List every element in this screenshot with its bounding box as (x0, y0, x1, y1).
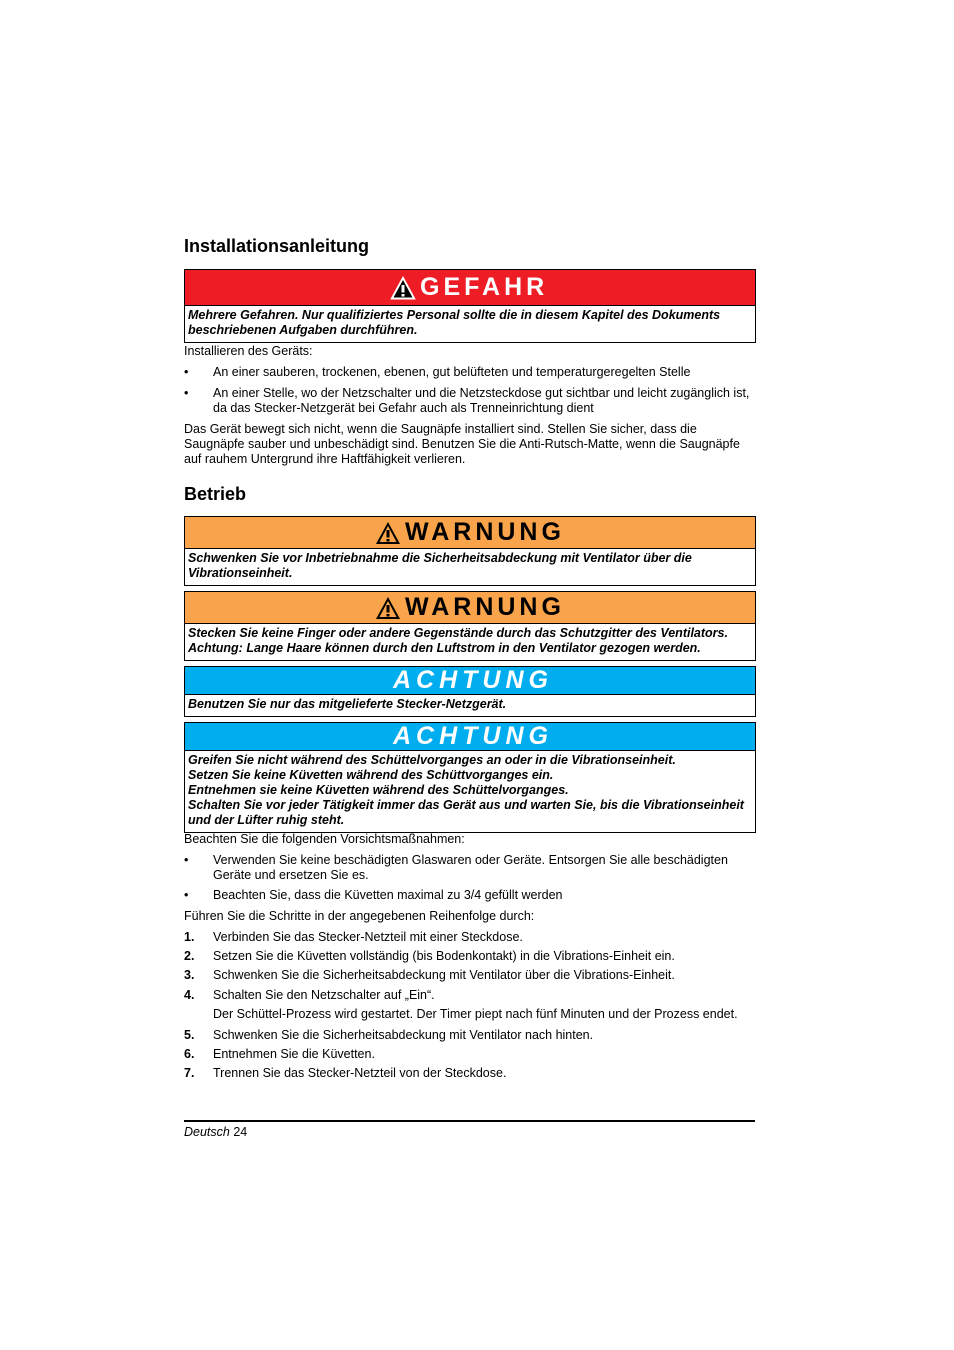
warning-triangle-icon (375, 521, 401, 545)
bullet-marker: • (184, 386, 189, 400)
page-footer (184, 1125, 247, 1139)
caution-label: ACHTUNG (393, 666, 553, 694)
caution-text: Greifen Sie nicht während des Schüttelvorganges an oder in die Vibrationseinheit. Setzen Sie keine Küvetten während des Schüttvorganges ein. Entnehmen sie keine Küvetten während des Schüttelvorganges. Schalten Sie vor jeder Tätigkeit immer das Gerät aus und warten Sie, bis die Vibrationseinheit und der Lüfter ruhig steht. (188, 753, 744, 827)
warning-triangle-icon (375, 596, 401, 620)
list-item: 2. Setzen Sie die Küvetten vollständig (bis Bodenkontakt) in die Vibrations-Einheit ein. (184, 949, 675, 963)
danger-header (185, 270, 755, 306)
caution-text: Benutzen Sie nur das mitgelieferte Stecker-Netzgerät. (188, 697, 507, 711)
section-heading-installation: Installationsanleitung (184, 236, 370, 256)
list-item: • An einer sauberen, trockenen, ebenen, gut belüfteten und temperaturgeregelten Stelle (184, 365, 691, 379)
danger-label: GEFAHR (420, 273, 549, 301)
install-note: Das Gerät bewegt sich nicht, wenn die Saugnäpfe installiert sind. Stellen Sie sicher, dass die Saugnäpfe sauber und unbeschädigt sind. Benutzen Sie die Anti-Rutsch-Matte, wenn die Saugnäpfe auf rauhem Untergrund ihre Haftfähigkeit verlieren. (184, 422, 740, 466)
list-item: 1. Verbinden Sie das Stecker-Netzteil mit einer Steckdose. (184, 930, 523, 944)
warning-text: Schwenken Sie vor Inbetriebnahme die Sicherheitsabdeckung mit Ventilator über die Vibrationseinheit. (188, 551, 692, 580)
section-heading-operation: Betrieb (184, 484, 247, 504)
steps-intro: Führen Sie die Schritte in der angegebenen Reihenfolge durch: (184, 909, 535, 923)
list-item: • An einer Stelle, wo der Netzschalter und die Netzsteckdose gut sichtbar und leicht zugänglich ist, da das Stecker-Netzgerät bei Gefahr auch als Trenneinrichtung dient (184, 386, 750, 415)
list-item: 5. Schwenken Sie die Sicherheitsabdeckung mit Ventilator nach hinten. (184, 1028, 594, 1042)
list-item: • Verwenden Sie keine beschädigten Glaswaren oder Geräte. Entsorgen Sie alle beschädigten Geräte und ersetzen Sie es. (184, 853, 728, 882)
warning-label: WARNUNG (405, 593, 565, 621)
bullet-marker: • (184, 853, 189, 867)
warning-text: Stecken Sie keine Finger oder andere Gegenstände durch das Schutzgitter des Ventilators. Achtung: Lange Haare können durch den Luftstrom in den Ventilator gezogen werden. (188, 626, 728, 655)
bullet-marker: • (184, 888, 189, 902)
step-note: Der Schüttel-Prozess wird gestartet. Der Timer piept nach fünf Minuten und der Prozess endet. (213, 1007, 738, 1021)
footer-divider (184, 1120, 755, 1122)
precautions-intro: Beachten Sie die folgenden Vorsichtsmaßnahmen: (184, 832, 465, 846)
list-item: • Beachten Sie, dass die Küvetten maximal zu 3/4 gefüllt werden (184, 888, 563, 902)
list-item: 7. Trennen Sie das Stecker-Netzteil von der Steckdose. (184, 1066, 507, 1080)
warning-header (185, 517, 755, 549)
caution-box-1 (184, 666, 756, 717)
caution-header (185, 723, 755, 751)
danger-text: Mehrere Gefahren. Nur qualifiziertes Personal sollte die in diesem Kapitel des Dokuments beschriebenen Aufgaben durchführen. (188, 308, 721, 337)
danger-box (184, 269, 756, 343)
bullet-marker: • (184, 365, 189, 379)
warning-box-1 (184, 516, 756, 586)
warning-box-2 (184, 591, 756, 661)
list-item: 6. Entnehmen Sie die Küvetten. (184, 1047, 375, 1061)
caution-box-2 (184, 722, 756, 833)
footer-language: Deutsch (184, 1125, 230, 1139)
caution-label: ACHTUNG (393, 722, 553, 750)
list-item: 3. Schwenken Sie die Sicherheitsabdeckung mit Ventilator über die Vibrations-Einheit. (184, 968, 675, 982)
page-number: 24 (233, 1125, 248, 1139)
warning-triangle-icon (390, 276, 416, 300)
list-item: 4. Schalten Sie den Netzschalter auf „Ein“. (184, 988, 435, 1002)
caution-header (185, 667, 755, 695)
warning-header (185, 592, 755, 624)
install-intro: Installieren des Geräts: (184, 344, 313, 358)
warning-label: WARNUNG (405, 518, 565, 546)
